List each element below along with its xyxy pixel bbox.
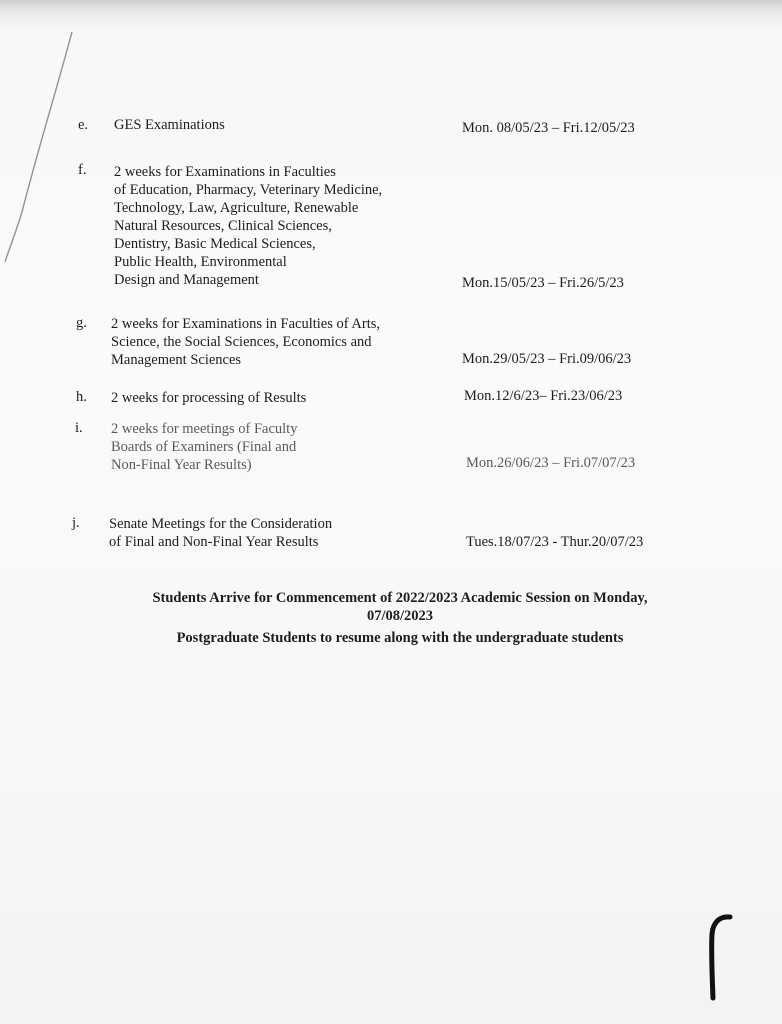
handwritten-mark: [700, 912, 740, 1004]
item-letter: g.: [76, 315, 87, 331]
item-description: 2 weeks for Examinations in Faculties of Education, Pharmacy, Veterinary Medicine, Technology, Law, Agriculture, Renewable Natural Resources, Clinical Sciences, Dentistry, Basic Medical Sciences, Public Health, Environmental Design and Management: [114, 164, 383, 288]
item-description: 2 weeks for processing of Results: [111, 390, 307, 406]
postgraduate-notice: Postgraduate Students to resume along with the undergraduate students: [176, 630, 624, 646]
item-letter: j.: [72, 515, 80, 531]
item-description: 2 weeks for Examinations in Faculties of Arts, Science, the Social Sciences, Economics and Management Sciences: [111, 316, 381, 368]
item-description: Senate Meetings for the Consideration of Final and Non-Final Year Results: [109, 516, 333, 550]
item-dates: Mon.26/06/23 – Fri.07/07/23: [466, 455, 636, 471]
item-letter: f.: [78, 162, 87, 178]
item-letter: h.: [76, 389, 87, 405]
item-dates: Mon.29/05/23 – Fri.09/06/23: [462, 351, 632, 367]
item-dates: Mon. 08/05/23 – Fri.12/05/23: [462, 120, 635, 136]
item-letter: i.: [75, 420, 83, 436]
commencement-notice: Students Arrive for Commencement of 2022/2023 Academic Session on Monday,: [152, 590, 648, 606]
item-letter: e.: [78, 117, 89, 133]
item-dates: Mon.12/6/23– Fri.23/06/23: [464, 388, 623, 404]
commencement-date: 07/08/2023: [366, 608, 434, 624]
item-dates: Mon.15/05/23 – Fri.26/5/23: [462, 275, 624, 291]
item-description: GES Examinations: [114, 117, 225, 133]
item-dates: Tues.18/07/23 - Thur.20/07/23: [466, 534, 644, 550]
item-description: 2 weeks for meetings of Faculty Boards of Examiners (Final and Non-Final Year Results): [111, 421, 298, 473]
